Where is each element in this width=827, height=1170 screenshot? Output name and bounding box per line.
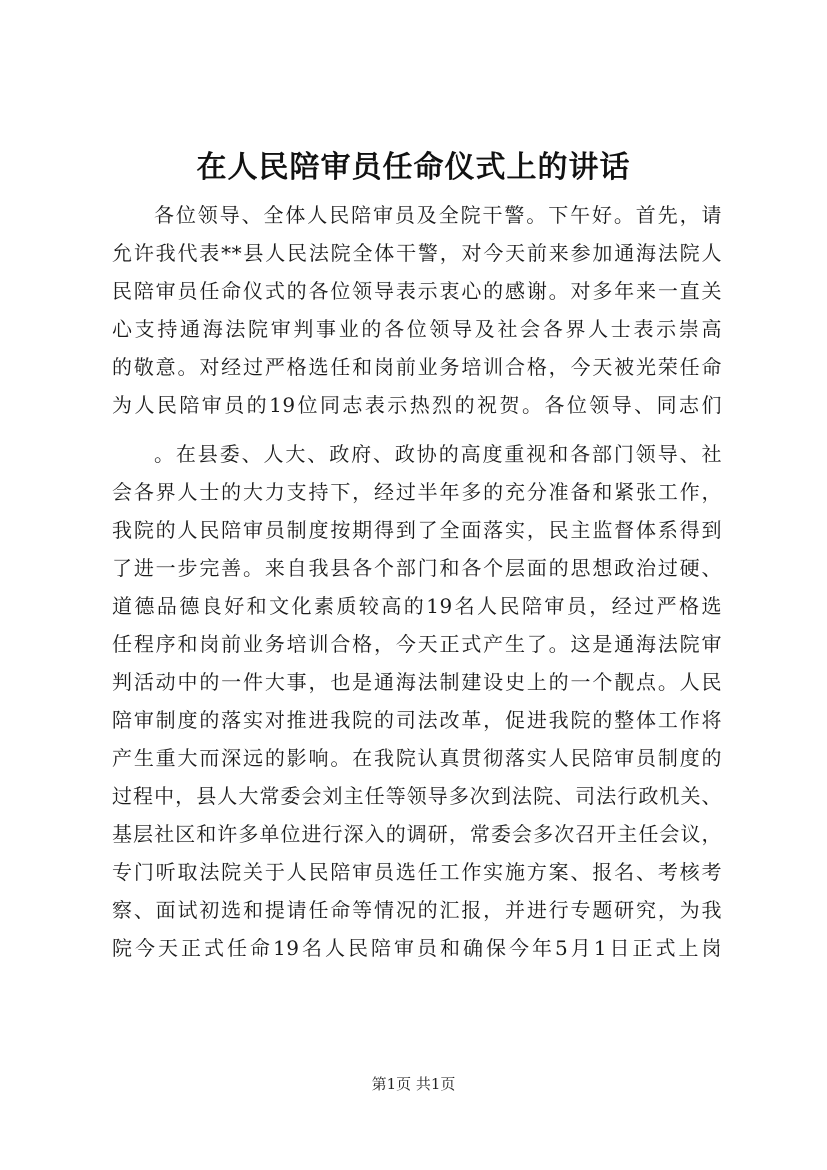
text-line: 陪审制度的落实对推进我院的司法改革，促进我院的整体工作将 <box>112 708 722 732</box>
paragraph-gap <box>112 424 722 435</box>
text-line: 为人民陪审员的19位同志表示热烈的祝贺。各位领导、同志们 <box>112 393 722 417</box>
text-line: 我院的人民陪审员制度按期得到了全面落实，民主监督体系得到 <box>112 518 722 542</box>
text-line: 允许我代表**县人民法院全体干警，对今天前来参加通海法院人 <box>112 241 722 265</box>
text-line: 会各界人士的大力支持下，经过半年多的充分准备和紧张工作， <box>112 480 722 504</box>
text-line: 基层社区和许多单位进行深入的调研，常委会多次召开主任会议， <box>112 822 722 846</box>
text-line: 产生重大而深远的影响。在我院认真贯彻落实人民陪审员制度的 <box>112 746 722 770</box>
page-footer: 第1页 共1页 <box>371 1075 456 1093</box>
text-line: 的敬意。对经过严格选任和岗前业务培训合格，今天被光荣任命 <box>112 355 722 379</box>
text-line: 过程中，县人大常委会刘主任等领导多次到法院、司法行政机关、 <box>112 784 722 808</box>
paragraph-2 <box>112 435 722 967</box>
text-line: 院今天正式任命19名人民陪审员和确保今年5月1日正式上岗 <box>112 936 722 960</box>
text-line: 心支持通海法院审判事业的各位领导及社会各界人士表示崇高 <box>112 317 722 341</box>
text-line: 任程序和岗前业务培训合格，今天正式产生了。这是通海法院审 <box>112 632 722 656</box>
document-body <box>112 196 722 967</box>
text-line: 了进一步完善。来自我县各个部门和各个层面的思想政治过硬、 <box>112 556 722 580</box>
text-line: 察、面试初选和提请任命等情况的汇报，并进行专题研究，为我 <box>112 898 722 922</box>
text-line: 各位领导、全体人民陪审员及全院干警。下午好。首先，请 <box>154 203 722 227</box>
text-line: 专门听取法院关于人民陪审员选任工作实施方案、报名、考核考 <box>112 860 722 884</box>
text-line: 道德品德良好和文化素质较高的19名人民陪审员，经过严格选 <box>112 594 722 618</box>
text-line: 民陪审员任命仪式的各位领导表示衷心的感谢。对多年来一直关 <box>112 279 722 303</box>
document-title: 在人民陪审员任命仪式上的讲话 <box>196 150 631 185</box>
text-line: 。在县委、人大、政府、政协的高度重视和各部门领导、社 <box>154 442 722 466</box>
paragraph-1 <box>112 196 722 424</box>
text-line: 判活动中的一件大事，也是通海法制建设史上的一个靓点。人民 <box>112 670 722 694</box>
